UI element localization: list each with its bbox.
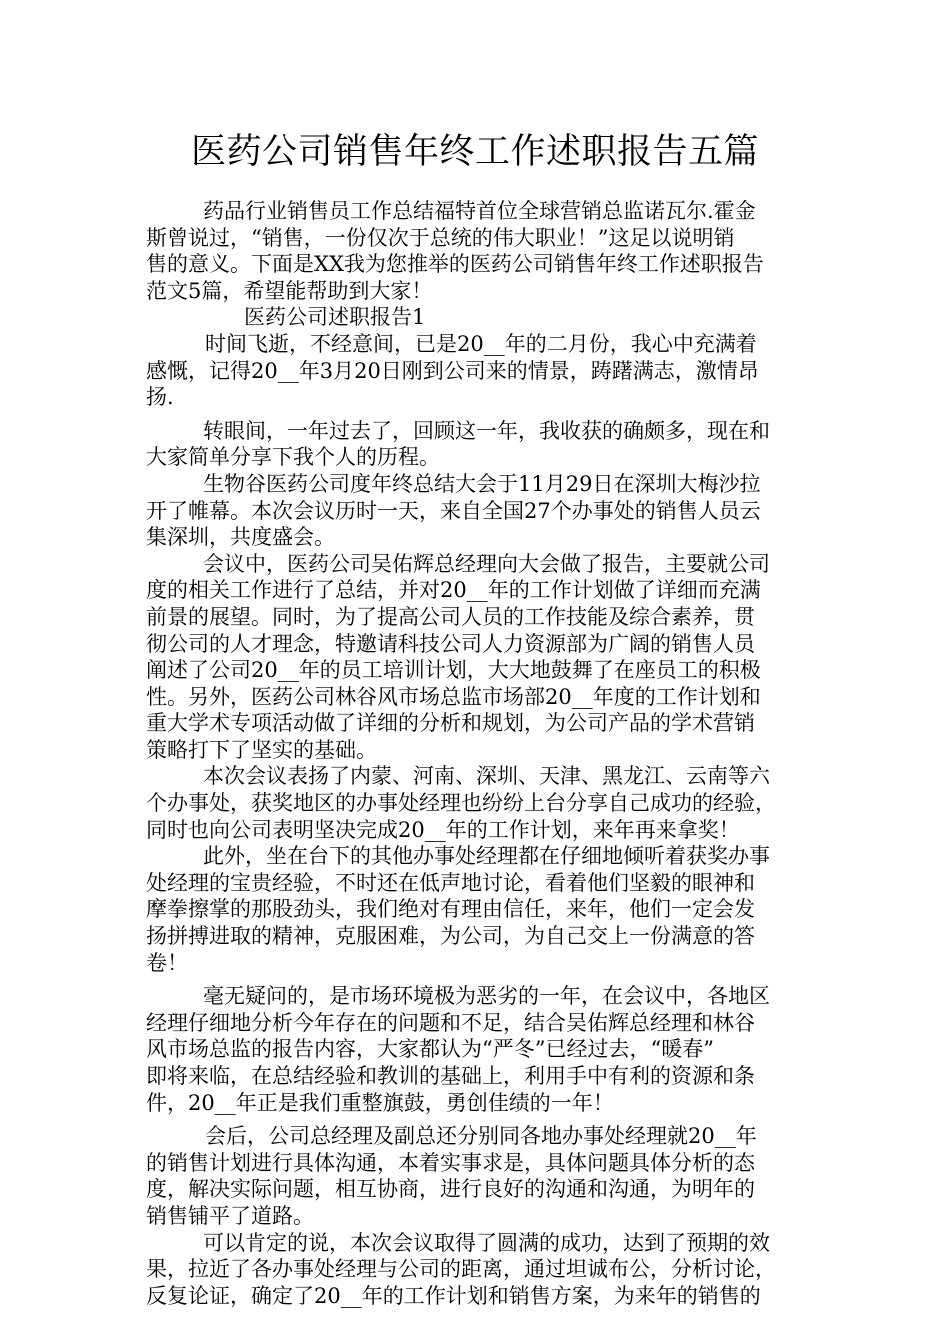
text-line: 即将来临，在总结经验和教训的基础上，利用手中有利的资源和条 <box>146 1064 755 1088</box>
text-line: 毫无疑问的，是市场环境极为恶劣的一年，在会议中，各地区 <box>203 984 770 1009</box>
text-line: 处经理的宝贵经验，不时还在低声地讨论，看着他们坚毅的眼神和 <box>146 870 755 895</box>
text-line: 此外，坐在台下的其他办事处经理都在仔细地倾听着获奖办事 <box>203 844 770 869</box>
text-line: 个办事处，获奖地区的办事处经理也纷纷上台分享自己成功的经验， <box>146 791 776 816</box>
text-line: 售的意义。下面是XX我为您推举的医药公司销售年终工作述职报告 <box>146 252 764 277</box>
text-line: 销售铺平了道路。 <box>146 1203 314 1228</box>
text-line: 重大学术专项活动做了详细的分析和规划，为公司产品的学术营销 <box>146 711 755 736</box>
text-line: 风市场总监的报告内容，大家都认为“严冬”已经过去，“暖春” <box>146 1037 714 1062</box>
text-line: 度，解决实际问题，相互协商，进行良好的沟通和沟通，为明年的 <box>146 1177 755 1202</box>
text-line: 摩拳擦掌的那股劲头，我们绝对有理由信任，来年，他们一定会发 <box>146 897 755 922</box>
text-line: 范文5篇，希望能帮助到大家！ <box>146 278 433 303</box>
section-heading: 医药公司述职报告1 <box>244 305 426 330</box>
text-line: 前景的展望。同时，为了提高公司人员的工作技能及综合素养，贯 <box>146 604 755 629</box>
text-line: 可以肯定的说，本次会议取得了圆满的成功，达到了预期的效 <box>203 1230 770 1255</box>
document-body <box>146 198 814 1309</box>
text-line: 策略打下了坚实的基础。 <box>146 737 377 762</box>
text-line: 度的相关工作进行了总结，并对20__年的工作计划做了详细而充满 <box>146 578 761 603</box>
text-line: 转眼间，一年过去了，回顾这一年，我收获的确颇多，现在和 <box>203 418 770 443</box>
text-line: 卷！ <box>146 950 188 975</box>
document-title: 医药公司销售年终工作述职报告五篇 <box>190 132 759 172</box>
text-line: 时间飞逝，不经意间，已是20__年的二月份，我心中充满着 <box>205 331 757 356</box>
text-line: 药品行业销售员工作总结福特首位全球营销总监诺瓦尔.霍金 <box>203 199 756 223</box>
text-line: 感慨，记得20__年3月20日刚到公司来的情景，踌躇满志，激情昂 <box>146 358 759 383</box>
text-line: 会议中，医药公司吴佑辉总经理向大会做了报告，主要就公司 <box>203 551 770 576</box>
text-line: 阐述了公司20__年的员工培训计划，大大地鼓舞了在座员工的积极 <box>146 658 761 683</box>
text-line: 开了帷幕。本次会议历时一天，来自全国27个办事处的销售人员云 <box>146 498 761 523</box>
text-line: 生物谷医药公司度年终总结大会于11月29日在深圳大梅沙拉 <box>203 471 761 496</box>
text-line: 经理仔细地分析今年存在的问题和不足，结合吴佑辉总经理和林谷 <box>146 1010 755 1035</box>
text-line: 反复论证，确定了20__年的工作计划和销售方案，为来年的销售的 <box>146 1283 761 1308</box>
text-line: 扬拼搏进取的精神，克服困难，为公司，为自己交上一份满意的答 <box>146 924 755 949</box>
text-line: 大家简单分享下我个人的历程。 <box>146 445 440 470</box>
text-line: 性。另外，医药公司林谷风市场总监市场部20__年度的工作计划和 <box>146 684 761 709</box>
text-line: 会后，公司总经理及副总还分别同各地办事处经理就20__年 <box>205 1124 757 1149</box>
text-line: 果，拉近了各办事处经理与公司的距离，通过坦诚布公，分析讨论， <box>146 1257 776 1282</box>
text-line: 件，20__年正是我们重整旗鼓，勇创佳绩的一年！ <box>146 1090 614 1115</box>
text-line: 扬. <box>146 385 174 410</box>
text-line: 的销售计划进行具体沟通，本着实事求是，具体问题具体分析的态 <box>146 1150 755 1175</box>
text-line: 斯曾说过，“销售，一份仅次于总统的伟大职业！”这足以说明销 <box>146 225 735 250</box>
text-line: 本次会议表扬了内蒙、河南、深圳、天津、黑龙江、云南等六 <box>203 764 770 789</box>
text-line: 集深圳，共度盛会。 <box>146 525 335 550</box>
text-line: 彻公司的人才理念，特邀请科技公司人力资源部为广阔的销售人员 <box>146 631 755 656</box>
text-line: 同时也向公司表明坚决完成20__年的工作计划，来年再来拿奖！ <box>146 817 740 842</box>
